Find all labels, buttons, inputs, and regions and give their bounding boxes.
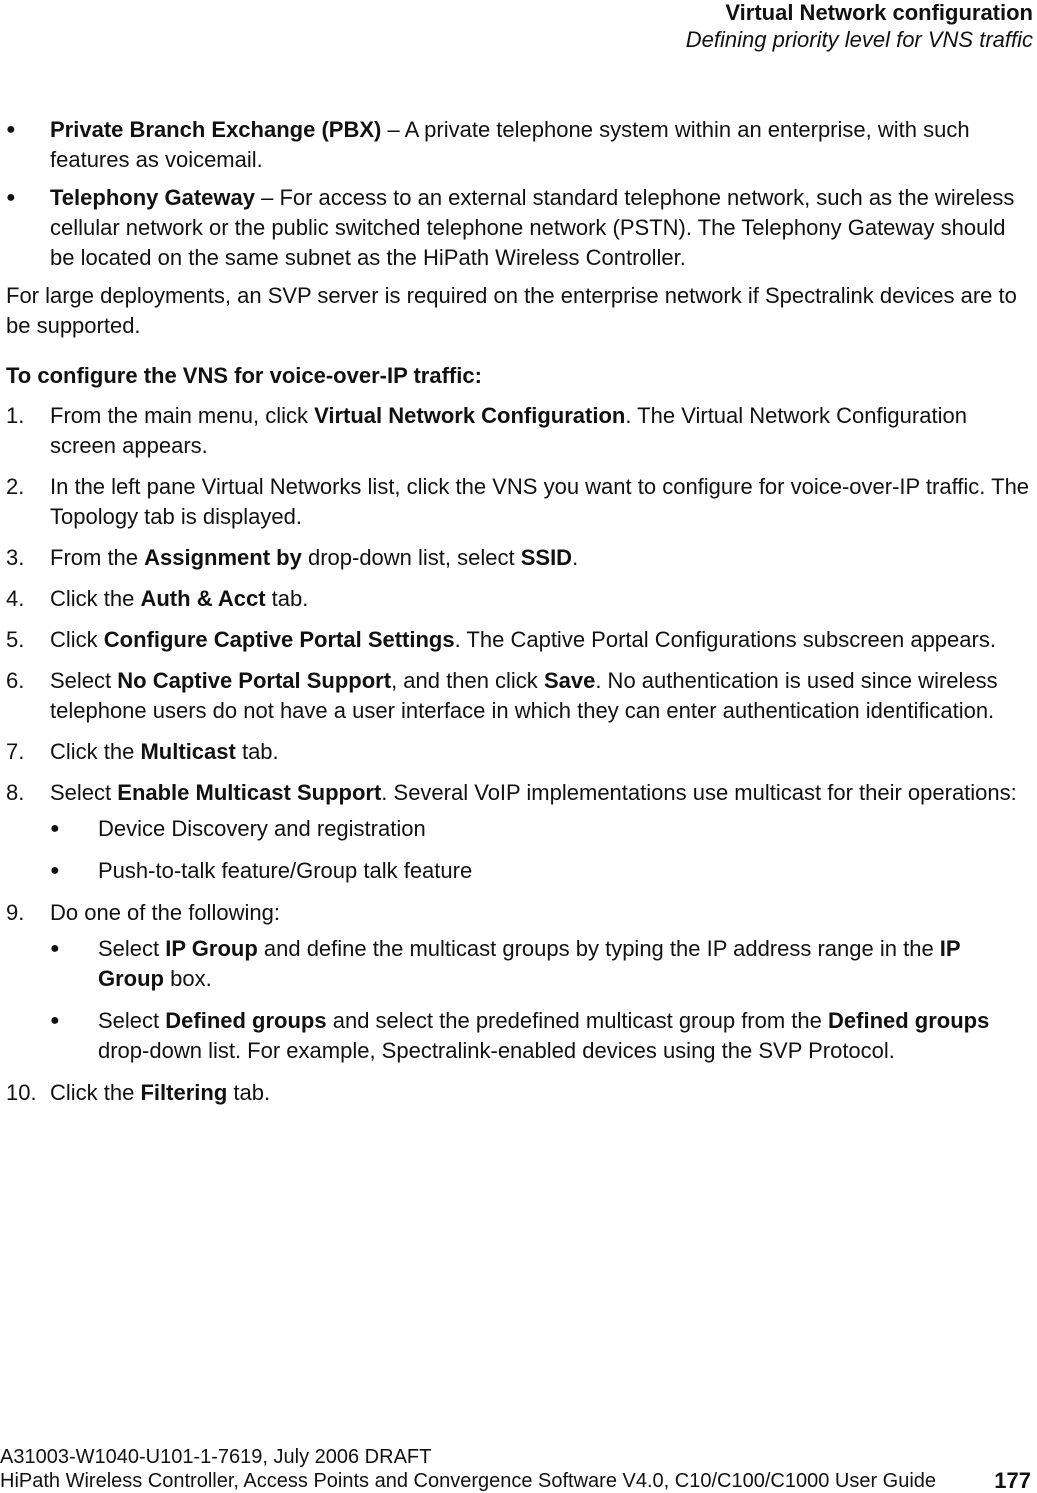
bullet-item: [6, 115, 1031, 175]
step-text: tab.: [227, 1080, 271, 1105]
step-ui-term: IP Group: [165, 936, 258, 961]
page-header: [686, 0, 1033, 54]
step-item: [6, 778, 1031, 886]
bullet-dot-icon: ●: [50, 862, 60, 879]
sub-bullet-text: box.: [164, 966, 212, 991]
sub-bullet-text: drop-down list. For example, Spectralink-enabled devices using the SVP Protocol.: [98, 1038, 895, 1063]
step-ui-term: Virtual Network Configuration: [314, 403, 626, 428]
step-text: . Several VoIP implementations use multicast for their operations:: [381, 780, 1017, 805]
step-number: 10.: [6, 1080, 37, 1105]
step-text: In the left pane Virtual Networks list, click the VNS you want to configure for voice-over-IP traffic. The Topology tab is displayed.: [50, 474, 1030, 529]
step-item: [6, 737, 1031, 767]
bullet-text: – A private telephone system within an enterprise, with such features as voicemail.: [50, 117, 970, 172]
step-item: [6, 625, 1031, 655]
step-text: .: [572, 545, 579, 570]
step-text: Click: [50, 627, 104, 652]
bullet-term: Telephony Gateway: [50, 185, 255, 210]
step-item: [6, 584, 1031, 614]
step-number: 9.: [6, 900, 25, 925]
sub-bullet-item: [50, 814, 1031, 844]
sub-bullet-item: [50, 1006, 1031, 1066]
step-ui-term: SSID: [520, 545, 573, 570]
sub-bullet-item: [50, 856, 1031, 886]
step-text: tab.: [265, 586, 309, 611]
step-text: . The Captive Portal Configurations subscreen appears.: [454, 627, 996, 652]
footer-doc-id: A31003-W1040-U101-1-7619, July 2006 DRAFT: [0, 1446, 432, 1468]
step-ui-term: Filtering: [140, 1080, 228, 1105]
page-content: [6, 115, 1031, 1119]
bullet-dot-icon: ●: [6, 121, 16, 138]
step-ui-term: Configure Captive Portal Settings: [103, 627, 455, 652]
step-item: [6, 898, 1031, 1066]
sub-bullet-item: [50, 934, 1031, 994]
step-text: Click the: [50, 1080, 141, 1105]
step-item: [6, 666, 1031, 726]
sub-bullet-text: Device Discovery and registration: [98, 816, 426, 841]
step-number: 1.: [6, 403, 25, 428]
step-text: . No authentication is used since wireless telephone users do not have a user interface in which they can enter authentication identification.: [50, 668, 998, 723]
step-number: 4.: [6, 586, 25, 611]
step-item: [6, 1078, 1031, 1108]
step-text: . The Virtual Network Configuration screen appears.: [50, 403, 967, 458]
step-text: Do one of the following:: [50, 900, 280, 925]
step-ui-term: Enable Multicast Support: [117, 780, 382, 805]
header-title: Virtual Network configuration: [725, 0, 1033, 25]
bullet-text: – For access to an external standard telephone network, such as the wireless cellular network or the public switched telephone network (PSTN). The Telephony Gateway should be located on the same subnet as the HiPath Wireless Controller.: [50, 185, 1015, 270]
step-ui-term: Defined groups: [165, 1008, 327, 1033]
step-ui-term: IP Group: [98, 936, 961, 991]
step-item: [6, 543, 1031, 573]
sub-bullet-text: Select: [98, 1008, 166, 1033]
step-text: From the main menu, click: [50, 403, 315, 428]
step-number: 5.: [6, 627, 25, 652]
step-text: , and then click: [391, 668, 544, 693]
step-number: 6.: [6, 668, 25, 693]
step-text: Click the: [50, 586, 141, 611]
step-ui-term: Auth & Acct: [140, 586, 266, 611]
sub-bullet-text: Select: [98, 936, 166, 961]
header-subtitle: Defining priority level for VNS traffic: [685, 27, 1033, 52]
step-ui-term: Multicast: [140, 739, 236, 764]
page-footer: [0, 1445, 1037, 1493]
bullet-dot-icon: ●: [50, 820, 60, 837]
intro-paragraph: For large deployments, an SVP server is required on the enterprise network if Spectralink devices are to be supported.: [6, 283, 1017, 338]
step-text: From the: [50, 545, 145, 570]
step-ui-term: No Captive Portal Support: [117, 668, 392, 693]
step-text: Select: [50, 668, 118, 693]
step-ui-term: Assignment by: [144, 545, 302, 570]
procedure-heading: To configure the VNS for voice-over-IP traffic:: [6, 363, 482, 388]
step-text: tab.: [235, 739, 279, 764]
sub-bullet-text: and select the predefined multicast group from the: [326, 1008, 829, 1033]
step-item: [6, 472, 1031, 532]
step-number: 8.: [6, 780, 25, 805]
step-text: Select: [50, 780, 118, 805]
step-item: [6, 401, 1031, 461]
bullet-item: [6, 183, 1031, 273]
footer-product: HiPath Wireless Controller, Access Points and Convergence Software V4.0, C10/C100/C1000 User Guide: [0, 1470, 937, 1492]
step-number: 2.: [6, 474, 25, 499]
sub-bullet-text: Push-to-talk feature/Group talk feature: [98, 858, 473, 883]
footer-line: [0, 1469, 1037, 1493]
step-number: 7.: [6, 739, 25, 764]
step-text: Click the: [50, 739, 141, 764]
bullet-dot-icon: ●: [50, 940, 60, 957]
step-text: drop-down list, select: [301, 545, 521, 570]
step-ui-term: Save: [543, 668, 596, 693]
bullet-dot-icon: ●: [50, 1012, 60, 1029]
step-ui-term: Defined groups: [828, 1008, 990, 1033]
step-number: 3.: [6, 545, 25, 570]
bullet-term: Private Branch Exchange (PBX): [50, 117, 382, 142]
bullet-dot-icon: ●: [6, 189, 16, 206]
page-number: 177: [994, 1468, 1031, 1493]
sub-bullet-text: and define the multicast groups by typing the IP address range in the: [257, 936, 940, 961]
